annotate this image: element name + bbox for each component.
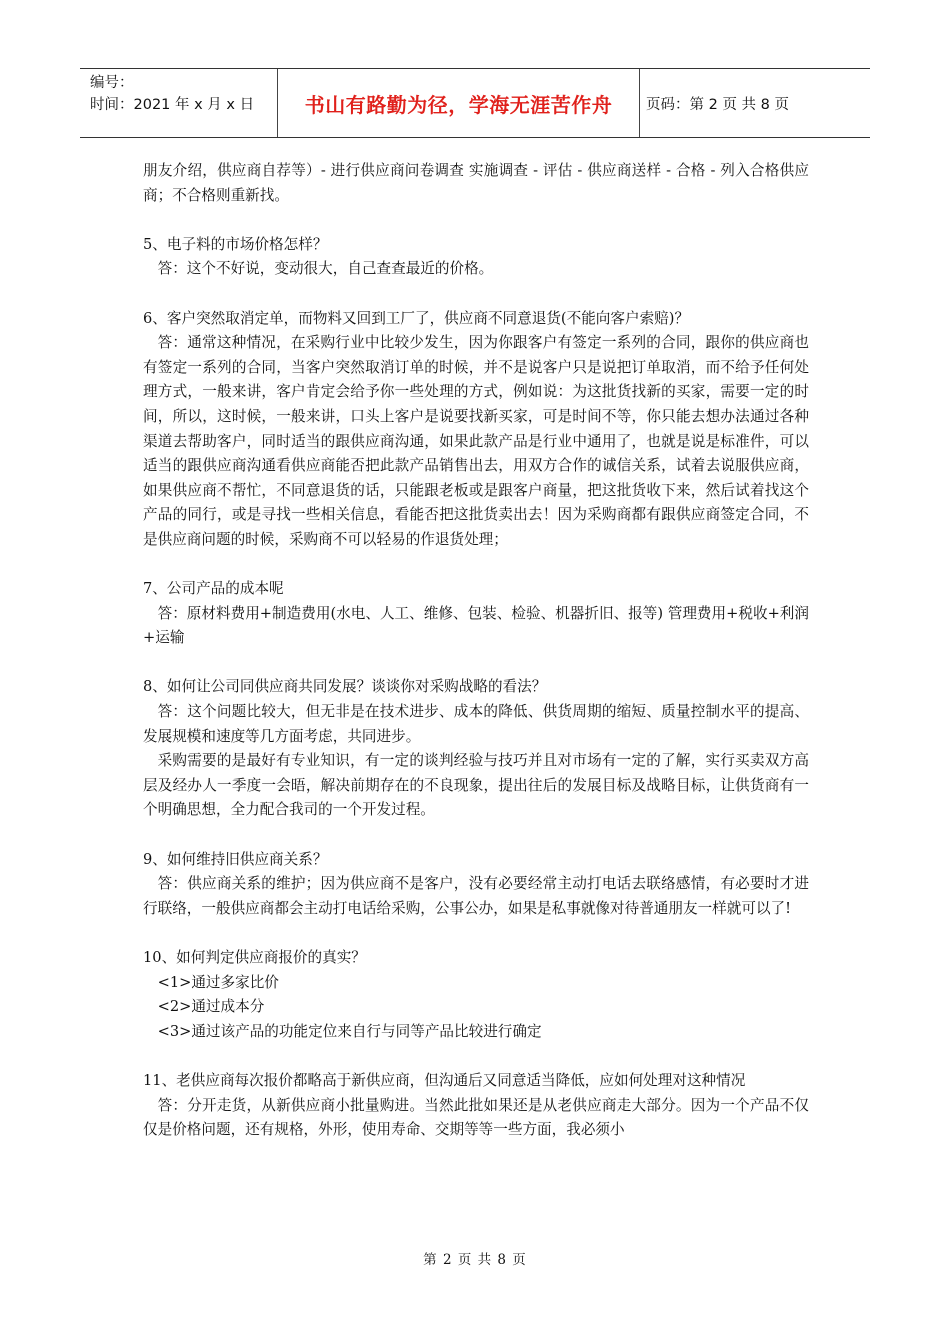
answer-10-item-2: <2>通过成本分 xyxy=(157,998,265,1016)
document-date: 时间：2021 年 x 月 x 日 xyxy=(90,97,255,113)
answer-11: 答：分开走货，从新供应商小批量购进。当然此批如果还是从老供应商走大部分。因为一个产品不仅仅是价格问题，还有规格，外形，使用寿命、交期等等一些方面，我必须小 xyxy=(143,1096,809,1139)
question-8: 8、如何让公司同供应商共同发展？谈谈你对采购战略的看法？ xyxy=(143,678,547,696)
spacer xyxy=(143,823,809,848)
answer-9: 答：供应商关系的维护；因为供应商不是客户，没有必要经常主动打电话去联络感情，有必要时才进行联络，一般供应商都会主动打电话给采购，公事公办，如果是私事就像对待普通朋友一样就可以了! xyxy=(143,875,809,917)
question-11: 11、老供应商每次报价都略高于新供应商，但沟通后又同意适当降低，应如何处理对这种情况 xyxy=(143,1071,746,1089)
page-footer: 第 2 页 共 8 页 xyxy=(423,1252,527,1268)
header-meta xyxy=(80,69,278,137)
spacer xyxy=(143,651,809,676)
question-10: 10、如何判定供应商报价的真实？ xyxy=(143,949,366,966)
document-body xyxy=(143,159,809,1143)
answer-10-item-1: <1>通过多家比价 xyxy=(157,973,279,991)
header-page-code: 页码：第 2 页 共 8 页 xyxy=(646,96,789,113)
answer-5: 答：这个不好说，变动很大，自己查查最近的价格。 xyxy=(157,260,494,278)
answer-6: 答：通常这种情况，在采购行业中比较少发生，因为你跟客户有签定一系列的合同，跟你的供应商也有签定一系列的合同，当客户突然取消订单的时候，并不是说客户只是说把订单取消，而不给予任何处理方式，一般来讲，客户肯定会给予你一些处理的方式，例如说：为这批货找新的买家，需要一定的时间，所以，这时候，一般来讲，口头上客户是说要找新买家，可是时间不等，你只能去想办法通过各种渠道去帮助客户，同时适当的跟供应商沟通，如果此款产品是行业中通用了，也就是说是标准件，可以适当的跟供应商沟通看供应商能否把此款产品销售出去，用双方合作的诚信关系，试着去说服供应商，如果供应商不帮忙，不同意退货的话，只能跟老板或是跟客户商量，把这批货收下来，然后试着找这个产品的同行，或是寻找一些相关信息，看能否把这批货卖出去！因为采购商都有跟供应商签定合同，不是供应商问题的时候，采购商不可以轻易的作退货处理； xyxy=(143,334,809,548)
answer-8-part-2: 采购需要的是最好有专业知识，有一定的谈判经验与技巧并且对市场有一定的了解，实行买卖双方高层及经办人一季度一会晤，解决前期存在的不良现象，提出往后的发展目标及战略目标，让供货商有一个明确思想，全力配合我司的一个开发过程。 xyxy=(143,752,809,819)
spacer xyxy=(143,921,809,946)
spacer xyxy=(143,553,809,578)
spacer xyxy=(143,208,809,233)
answer-10-item-3: <3>通过该产品的功能定位来自行与同等产品比较进行确定 xyxy=(157,1022,542,1040)
question-6: 6、客户突然取消定单，而物料又回到工厂了，供应商不同意退货(不能向客户索赔)？ xyxy=(143,309,690,327)
document-number-label: 编号： xyxy=(90,75,134,91)
answer-7: 答：原材料费用+制造费用(水电、人工、维修、包装、检验、机器折旧、报等) 管理费用+税收+利润+运输 xyxy=(143,604,809,647)
question-5: 5、电子料的市场价格怎样？ xyxy=(143,235,328,253)
question-7: 7、公司产品的成本呢 xyxy=(143,580,284,598)
question-9: 9、如何维持旧供应商关系？ xyxy=(143,850,328,868)
spacer xyxy=(143,282,809,307)
answer-8-part-1: 答：这个问题比较大，但无非是在技术进步、成本的降低、供货周期的缩短、质量控制水平的提高、发展规模和速度等几方面考虑，共同进步。 xyxy=(143,703,809,745)
spacer xyxy=(143,1044,809,1069)
paragraph-continued: 朋友介绍，供应商自荐等）- 进行供应商问卷调查 实施调查 - 评估 - 供应商送样 - 合格 - 列入合格供应商；不合格则重新找。 xyxy=(143,162,809,204)
page-header xyxy=(80,68,870,138)
header-motto: 书山有路勤为径，学海无涯苦作舟 xyxy=(278,69,640,137)
